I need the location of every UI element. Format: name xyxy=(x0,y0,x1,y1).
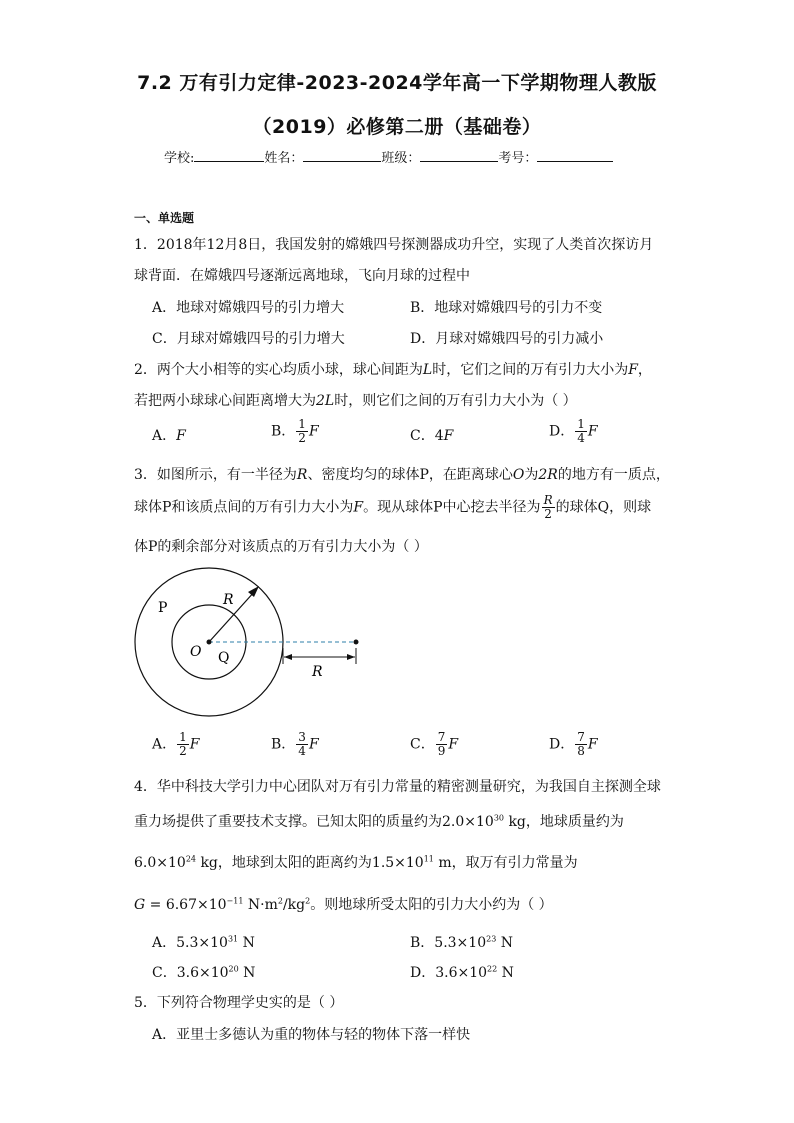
q2-stem-line2: 若把两小球球心间距离增大为2L时，则它们之间的万有引力大小为（ ） xyxy=(134,393,577,409)
q3-stem-line2: 球体P和该质点间的万有引力大小为F。现从球体P中心挖去半径为 $\frac{R}{2}$ 的球体Q，则球 xyxy=(134,493,652,521)
q1-stem-line1: 1．2018年12月8日，我国发射的嫦娥四号探测器成功升空，实现了人类首次探访月 xyxy=(134,237,654,253)
q4-option-a[interactable]: A．$5.3\times 10^{31}$ N xyxy=(152,934,255,951)
title-line-2: （2019）必修第二册（基础卷） xyxy=(252,116,542,138)
section-heading: 一、单选题 xyxy=(134,211,195,225)
q1-option-c[interactable]: C．月球对嫦娥四号的引力增大 xyxy=(152,331,345,347)
q4-option-c[interactable]: C．$3.6\times 10^{20}$ N xyxy=(152,964,256,981)
q4-stem-line3: $6.0\times 10^{24}$ kg，地球到太阳的距离约为$1.5\times 10^{11}$ m，取万有引力常量为 xyxy=(134,854,578,871)
q4-stem-line1: 4．华中科技大学引力中心团队对万有引力常量的精密测量研究，为我国自主探测全球 xyxy=(134,779,661,795)
mass-point-dot xyxy=(354,640,359,645)
q2-stem-line1: 2．两个大小相等的实心均质小球，球心间距为L时，它们之间的万有引力大小为F， xyxy=(134,362,652,378)
q2-option-a[interactable]: A．F xyxy=(152,428,186,444)
q2-option-c[interactable]: C．4F xyxy=(410,428,454,444)
q5-stem-line1: 5．下列符合物理学史实的是（ ） xyxy=(134,995,344,1011)
radius-arrowhead xyxy=(248,586,259,597)
name-label: 姓名： xyxy=(264,151,304,166)
exam-no-label: 考号： xyxy=(498,151,538,166)
dimension-arrow-right xyxy=(347,654,355,660)
school-label: 学校: xyxy=(164,151,195,166)
q4-option-d[interactable]: D．$3.6\times 10^{22}$ N xyxy=(410,964,514,981)
q4-option-b[interactable]: B．$5.3\times 10^{23}$ N xyxy=(410,934,513,951)
q3-stem-line1: 3．如图所示，有一半径为R、密度均匀的球体P，在距离球心O为2R的地方有一质点， xyxy=(134,467,670,483)
q3-option-c[interactable]: C． $\frac{7}{9}$ F xyxy=(410,730,459,758)
dimension-arrow-left xyxy=(284,654,292,660)
label-radius-r: R xyxy=(223,592,234,608)
q1-option-a[interactable]: A．地球对嫦娥四号的引力增大 xyxy=(152,300,345,316)
q4-stem-line2: 重力场提供了重要技术支撑。已知太阳的质量约为$2.0\times 10^{30}$ kg，地球质量约为 xyxy=(134,813,624,830)
class-label: 班级： xyxy=(381,151,421,166)
q2-option-b[interactable]: B． $\frac{1}{2}$ F xyxy=(271,417,319,445)
label-distance-r: R xyxy=(312,664,323,680)
q5-option-a[interactable]: A．亚里士多德认为重的物体与轻的物体下落一样快 xyxy=(152,1027,471,1043)
label-o: O xyxy=(190,644,202,660)
q3-option-d[interactable]: D． $\frac{7}{8}$ F xyxy=(549,730,598,758)
q1-option-b[interactable]: B．地球对嫦娥四号的引力不变 xyxy=(410,300,603,316)
label-q: Q xyxy=(218,650,230,666)
q3-option-b[interactable]: B． $\frac{3}{4}$ F xyxy=(271,730,319,758)
q1-stem-line2: 球背面．在嫦娥四号逐渐远离地球，飞向月球的过程中 xyxy=(134,268,470,284)
center-o-dot xyxy=(207,640,212,645)
title-line-1: 7.2 万有引力定律-2023-2024学年高一下学期物理人教版 xyxy=(137,72,657,94)
q2-option-d[interactable]: D． $\frac{1}{4}$ F xyxy=(549,417,598,445)
q3-stem-line3: 体P的剩余部分对该质点的万有引力大小为（ ） xyxy=(134,539,428,555)
q3-option-a[interactable]: A． $\frac{1}{2}$ F xyxy=(152,730,200,758)
q1-option-d[interactable]: D．月球对嫦娥四号的引力减小 xyxy=(410,331,604,347)
label-p: P xyxy=(158,600,168,616)
q4-stem-line4: $G = 6.67\times 10^{-11}$ $N\cdot m^2/kg^2$。则地球所受太阳的引力大小约为（ ） xyxy=(134,896,553,913)
